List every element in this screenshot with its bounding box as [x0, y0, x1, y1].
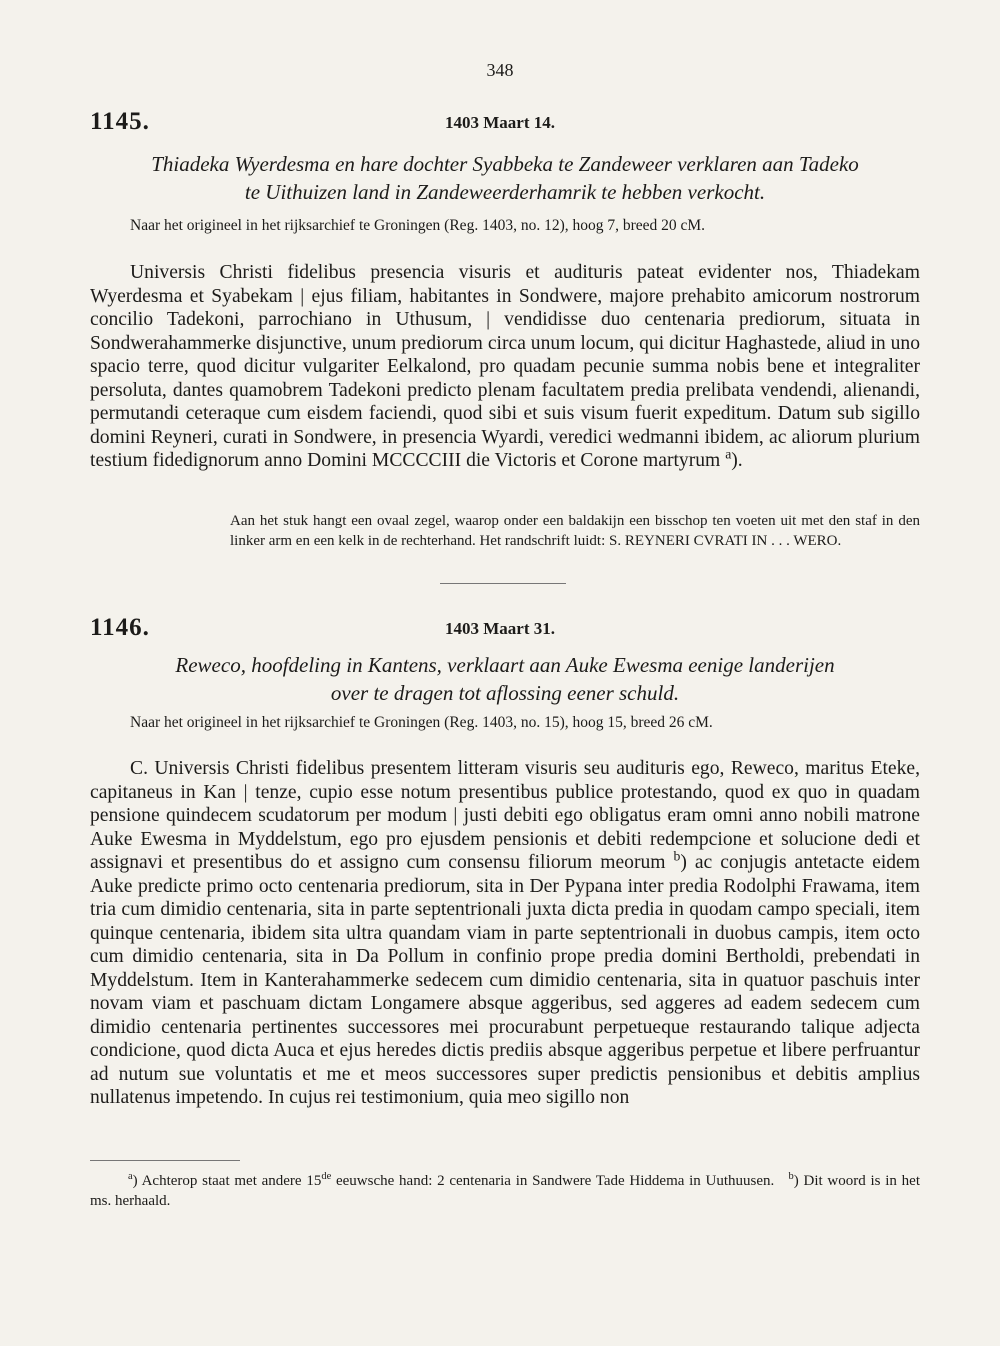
charter-source-1146: Naar het origineel in het rijksarchief te Groningen (Reg. 1403, no. 15), hoog 15, breed 26 cM. [130, 714, 713, 731]
charter-source-1145: Naar het origineel in het rijksarchief te Groningen (Reg. 1403, no. 12), hoog 7, breed 20 cM. [130, 217, 706, 234]
footnotes [90, 1171, 920, 1211]
charter-summary-1145 [90, 150, 920, 206]
footnote-rule [90, 1160, 240, 1161]
charter-note-1145: Aan het stuk hangt een ovaal zegel, waarop onder een baldakijn een bisschop ten voeten uit met den staf in den linker arm en een kelk in de rechterhand. Het randschrift luidt: S. REYNERI CVRATI IN . . . WERO. [230, 513, 920, 549]
footnote-mark-b: b [788, 1171, 794, 1182]
section-divider [440, 583, 566, 584]
summary-line: te Uithuizen land in Zandeweerderhamrik te hebben verkocht. [244, 180, 766, 204]
charter-text-1145 [90, 261, 920, 473]
charter-text-body: C. Universis Christi fidelibus presentem litteram visuris seu audituris ego, Reweco, maritus Eteke, capitaneus in Kan | tenze, cupio esse notum presentibus publice protestando, quod ex quo in quadam pensione quindecem scudatorum per modum | justi debiti ego obligatus eram omni anno nobili matrone Auke Ewesma in Myddelstum, ego pro ejusdem pensionis et debiti redempcione et solucione dedi et assignavi et presentibus do et assigno cum consensu filiorum meorum [90, 758, 920, 873]
footnote-b-text: ) Dit woord is in het ms. herhaald. [90, 1173, 920, 1209]
footnote-ref-a: a [725, 446, 732, 462]
summary-line: Reweco, hoofdeling in Kantens, verklaart aan Auke Ewesma eenige landerijen [175, 653, 835, 677]
summary-line: over te dragen tot aflossing eener schuld. [330, 681, 680, 705]
charter-number-1145: 1145. [90, 108, 150, 135]
page-number: 348 [486, 60, 514, 80]
charter-text-body: Universis Christi fidelibus presencia visuris et audituris pateat evidenter nos, Thiadekam Wyerdesma et Syabekam | ejus filiam, habitantes in Sondwere, majore prehabito amicorum nostrorum concilio Tadekoni, parrochiano in Uthusum, | vendidisse duo centenaria prediorum, situata in Sondwerahammerke disjunctive, unum prediorum circa unum locum, qui dicitur Haghastede, aliud in uno spacio terre, quod dicitur vulgariter Eelkalond, pro quadam pecunie summa nobis bene et integraliter persoluta, dantes quamobrem Tadekoni predicto plenam facultatem predia prelibata vendendi, alienandi, permutandi ceteraque cum eisdem faciendi, quod sibi et suis visum fuerit expeditum. Datum sub sigillo domini Reyneri, curati in Sondwere, in presencia Wyardi, veredici wedmanni ibidem, ac aliorum plurium testium fidedignorum anno Domini MCCCCIII die Victoris et Corone martyrum [90, 262, 920, 471]
footnote-a-sup: de [321, 1171, 332, 1182]
footnote-ref-b: b [673, 848, 681, 864]
charter-text-end: ) ac conjugis antetacte eidem Auke predicte primo octo centenaria prediorum, sita in Der Pypana inter predia Rodolphi Frawama, item tria cum dimidio centenaria, sita in parte septentrionali juxta dicta predia in quodam campo speciali, item quinque centenaria, ibidem sita ultra quandam viam in parte septentrionali in duobus campis, item octo cum dimidio centenaria, sita in Da Pollum in confinio prope predia domini Bertholdi, prebendati in Myddelstum. Item in Kanterahammerke sedecem cum dimidio centenaria, sita in quatuor paschuis inter novam viam et paschuam dictam Longamere absque aggeribus, sed aggeres ad eadem sedecem cum dimidio centenaria pertinentes successores mei procurabunt perpetueque restaurando talique adjecta condicione, quod dicta Auca et ejus heredes dictis prediis absque aggeribus perpetue et libere perfruantur ad nutum sue voluntatis et me et meos successores super predictis pensionibus et debitis amplius nullatenus impetendo. In cujus rei testimonium, quia meo sigillo non [90, 852, 920, 1108]
charter-text-1146 [90, 757, 920, 1110]
summary-line: Thiadeka Wyerdesma en hare dochter Syabbeka te Zandeweer verklaren aan Tadeko [151, 152, 859, 176]
footnote-a-text: ) Achterop staat met andere 15 [132, 1173, 322, 1189]
footnote-mark-a: a [128, 1171, 133, 1182]
charter-text-end: ). [731, 450, 743, 471]
charter-summary-1146 [90, 651, 920, 707]
charter-date-1146: 1403 Maart 31. [444, 619, 555, 638]
charter-number-1146: 1146. [90, 614, 150, 641]
charter-date-1145: 1403 Maart 14. [444, 113, 555, 132]
footnote-a-text-end: eeuwsche hand: 2 centenaria in Sandwere Tade Hiddema in Uuthuusen. [331, 1173, 775, 1189]
